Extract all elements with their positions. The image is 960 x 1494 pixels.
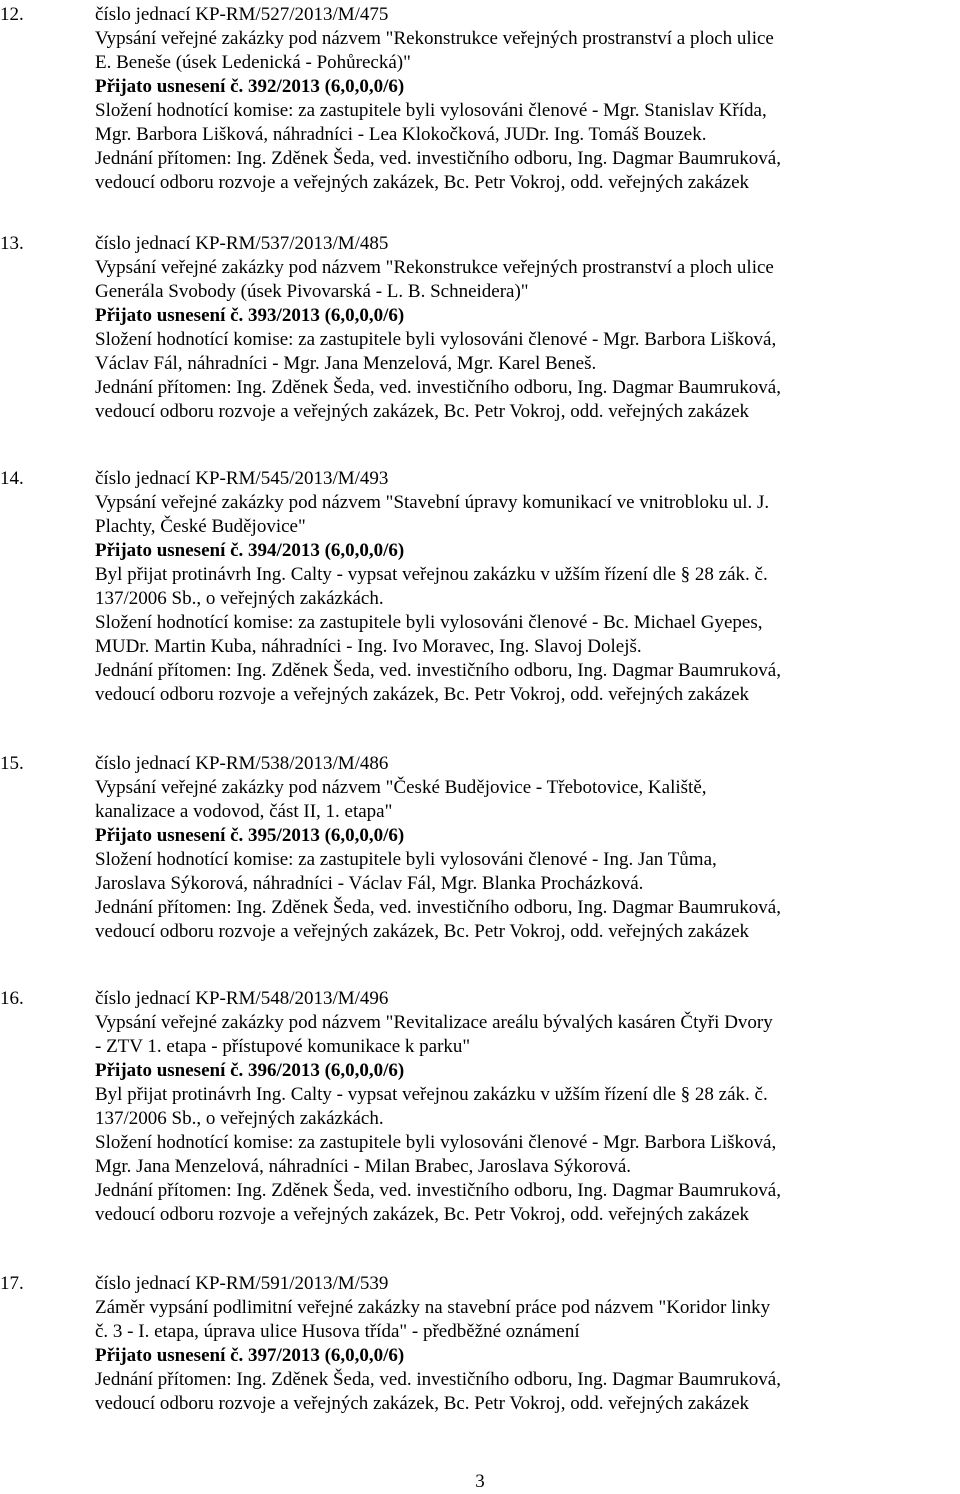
tender-title-line: Vypsání veřejné zakázky pod názvem "Rekonstrukce veřejných prostranství a ploch ulice	[95, 28, 774, 49]
item-number: 13.	[0, 233, 24, 254]
attendance-line: vedoucí odboru rozvoje a veřejných zakázek, Bc. Petr Vokroj, odd. veřejných zakázek	[95, 1393, 750, 1414]
attendance-line: Jednání přítomen: Ing. Zděnek Šeda, ved. investičního odboru, Ing. Dagmar Baumruková,	[95, 1180, 781, 1201]
attendance-line: vedoucí odboru rozvoje a veřejných zakázek, Bc. Petr Vokroj, odd. veřejných zakázek	[95, 921, 750, 942]
attendance-line: Jednání přítomen: Ing. Zděnek Šeda, ved. investičního odboru, Ing. Dagmar Baumruková,	[95, 660, 781, 681]
reference-number: číslo jednací KP-RM/527/2013/M/475	[95, 4, 389, 25]
item-body	[95, 467, 960, 707]
attendance-line: Jednání přítomen: Ing. Zděnek Šeda, ved. investičního odboru, Ing. Dagmar Baumruková,	[95, 148, 781, 169]
resolution-heading: Přijato usnesení č. 397/2013 (6,0,0,0/6)	[95, 1345, 405, 1366]
item-body	[95, 752, 960, 944]
tender-title-line: Záměr vypsání podlimitní veřejné zakázky na stavební práce pod názvem "Koridor linky	[95, 1297, 771, 1318]
tender-title-line: - ZTV 1. etapa - přístupové komunikace k parku"	[95, 1036, 471, 1057]
tender-title-line: kanalizace a vodovod, část II, 1. etapa"	[95, 801, 393, 822]
item-number: 12.	[0, 4, 24, 25]
agenda-item-16	[0, 987, 960, 1227]
tender-title-line: Plachty, České Budějovice"	[95, 516, 306, 537]
attendance-line: vedoucí odboru rozvoje a veřejných zakázek, Bc. Petr Vokroj, odd. veřejných zakázek	[95, 401, 750, 422]
tender-title-line: Vypsání veřejné zakázky pod názvem "Rekonstrukce veřejných prostranství a ploch ulice	[95, 257, 774, 278]
attendance-line: vedoucí odboru rozvoje a veřejných zakázek, Bc. Petr Vokroj, odd. veřejných zakázek	[95, 684, 750, 705]
resolution-heading: Přijato usnesení č. 393/2013 (6,0,0,0/6)	[95, 305, 405, 326]
tender-title-line: E. Beneše (úsek Ledenická - Pohůrecká)"	[95, 52, 411, 73]
committee-line: Složení hodnotící komise: za zastupitele byli vylosováni členové - Mgr. Barbora Lišková,	[95, 329, 777, 350]
item-body	[95, 232, 960, 424]
item-body	[95, 987, 960, 1227]
committee-line: Mgr. Jana Menzelová, náhradníci - Milan Brabec, Jaroslava Sýkorová.	[95, 1156, 632, 1177]
reference-number: číslo jednací KP-RM/545/2013/M/493	[95, 468, 389, 489]
page-number: 3	[475, 1471, 485, 1492]
item-number: 17.	[0, 1273, 24, 1294]
tender-title-line: č. 3 - I. etapa, úprava ulice Husova třída" - předběžné oznámení	[95, 1321, 580, 1342]
attendance-line: Jednání přítomen: Ing. Zděnek Šeda, ved. investičního odboru, Ing. Dagmar Baumruková,	[95, 377, 781, 398]
counterproposal-line: Byl přijat protinávrh Ing. Calty - vypsat veřejnou zakázku v užším řízení dle § 28 zák. č.	[95, 564, 768, 585]
agenda-item-14	[0, 467, 960, 707]
committee-line: Složení hodnotící komise: za zastupitele byli vylosováni členové - Mgr. Stanislav Křída,	[95, 100, 767, 121]
agenda-item-15	[0, 752, 960, 944]
counterproposal-line: 137/2006 Sb., o veřejných zakázkách.	[95, 1108, 384, 1129]
tender-title-line: Vypsání veřejné zakázky pod názvem "Stavební úpravy komunikací ve vnitrobloku ul. J.	[95, 492, 770, 513]
committee-line: Složení hodnotící komise: za zastupitele byli vylosováni členové - Ing. Jan Tůma,	[95, 849, 717, 870]
attendance-line: vedoucí odboru rozvoje a veřejných zakázek, Bc. Petr Vokroj, odd. veřejných zakázek	[95, 172, 750, 193]
item-number: 16.	[0, 988, 24, 1009]
committee-line: Složení hodnotící komise: za zastupitele byli vylosováni členové - Bc. Michael Gyepes,	[95, 612, 763, 633]
committee-line: Jaroslava Sýkorová, náhradníci - Václav Fál, Mgr. Blanka Procházková.	[95, 873, 644, 894]
item-number: 15.	[0, 753, 24, 774]
committee-line: MUDr. Martin Kuba, náhradníci - Ing. Ivo Moravec, Ing. Slavoj Dolejš.	[95, 636, 642, 657]
item-number: 14.	[0, 468, 24, 489]
tender-title-line: Generála Svobody (úsek Pivovarská - L. B. Schneidera)"	[95, 281, 529, 302]
resolution-heading: Přijato usnesení č. 395/2013 (6,0,0,0/6)	[95, 825, 405, 846]
attendance-line: Jednání přítomen: Ing. Zděnek Šeda, ved. investičního odboru, Ing. Dagmar Baumruková,	[95, 1369, 781, 1390]
reference-number: číslo jednací KP-RM/548/2013/M/496	[95, 988, 389, 1009]
attendance-line: vedoucí odboru rozvoje a veřejných zakázek, Bc. Petr Vokroj, odd. veřejných zakázek	[95, 1204, 750, 1225]
committee-line: Složení hodnotící komise: za zastupitele byli vylosováni členové - Mgr. Barbora Lišková,	[95, 1132, 777, 1153]
item-body	[95, 3, 960, 195]
committee-line: Mgr. Barbora Lišková, náhradníci - Lea Klokočková, JUDr. Ing. Tomáš Bouzek.	[95, 124, 707, 145]
agenda-item-12	[0, 3, 960, 195]
counterproposal-line: 137/2006 Sb., o veřejných zakázkách.	[95, 588, 384, 609]
tender-title-line: Vypsání veřejné zakázky pod názvem "Revitalizace areálu bývalých kasáren Čtyři Dvory	[95, 1012, 773, 1033]
reference-number: číslo jednací KP-RM/537/2013/M/485	[95, 233, 389, 254]
committee-line: Václav Fál, náhradníci - Mgr. Jana Menzelová, Mgr. Karel Beneš.	[95, 353, 597, 374]
item-body	[95, 1272, 960, 1416]
counterproposal-line: Byl přijat protinávrh Ing. Calty - vypsat veřejnou zakázku v užším řízení dle § 28 zák. č.	[95, 1084, 768, 1105]
resolution-heading: Přijato usnesení č. 394/2013 (6,0,0,0/6)	[95, 540, 405, 561]
agenda-item-13	[0, 232, 960, 424]
resolution-heading: Přijato usnesení č. 392/2013 (6,0,0,0/6)	[95, 76, 405, 97]
agenda-item-17	[0, 1272, 960, 1416]
reference-number: číslo jednací KP-RM/591/2013/M/539	[95, 1273, 389, 1294]
reference-number: číslo jednací KP-RM/538/2013/M/486	[95, 753, 389, 774]
tender-title-line: Vypsání veřejné zakázky pod názvem "České Budějovice - Třebotovice, Kaliště,	[95, 777, 707, 798]
attendance-line: Jednání přítomen: Ing. Zděnek Šeda, ved. investičního odboru, Ing. Dagmar Baumruková,	[95, 897, 781, 918]
resolution-heading: Přijato usnesení č. 396/2013 (6,0,0,0/6)	[95, 1060, 405, 1081]
